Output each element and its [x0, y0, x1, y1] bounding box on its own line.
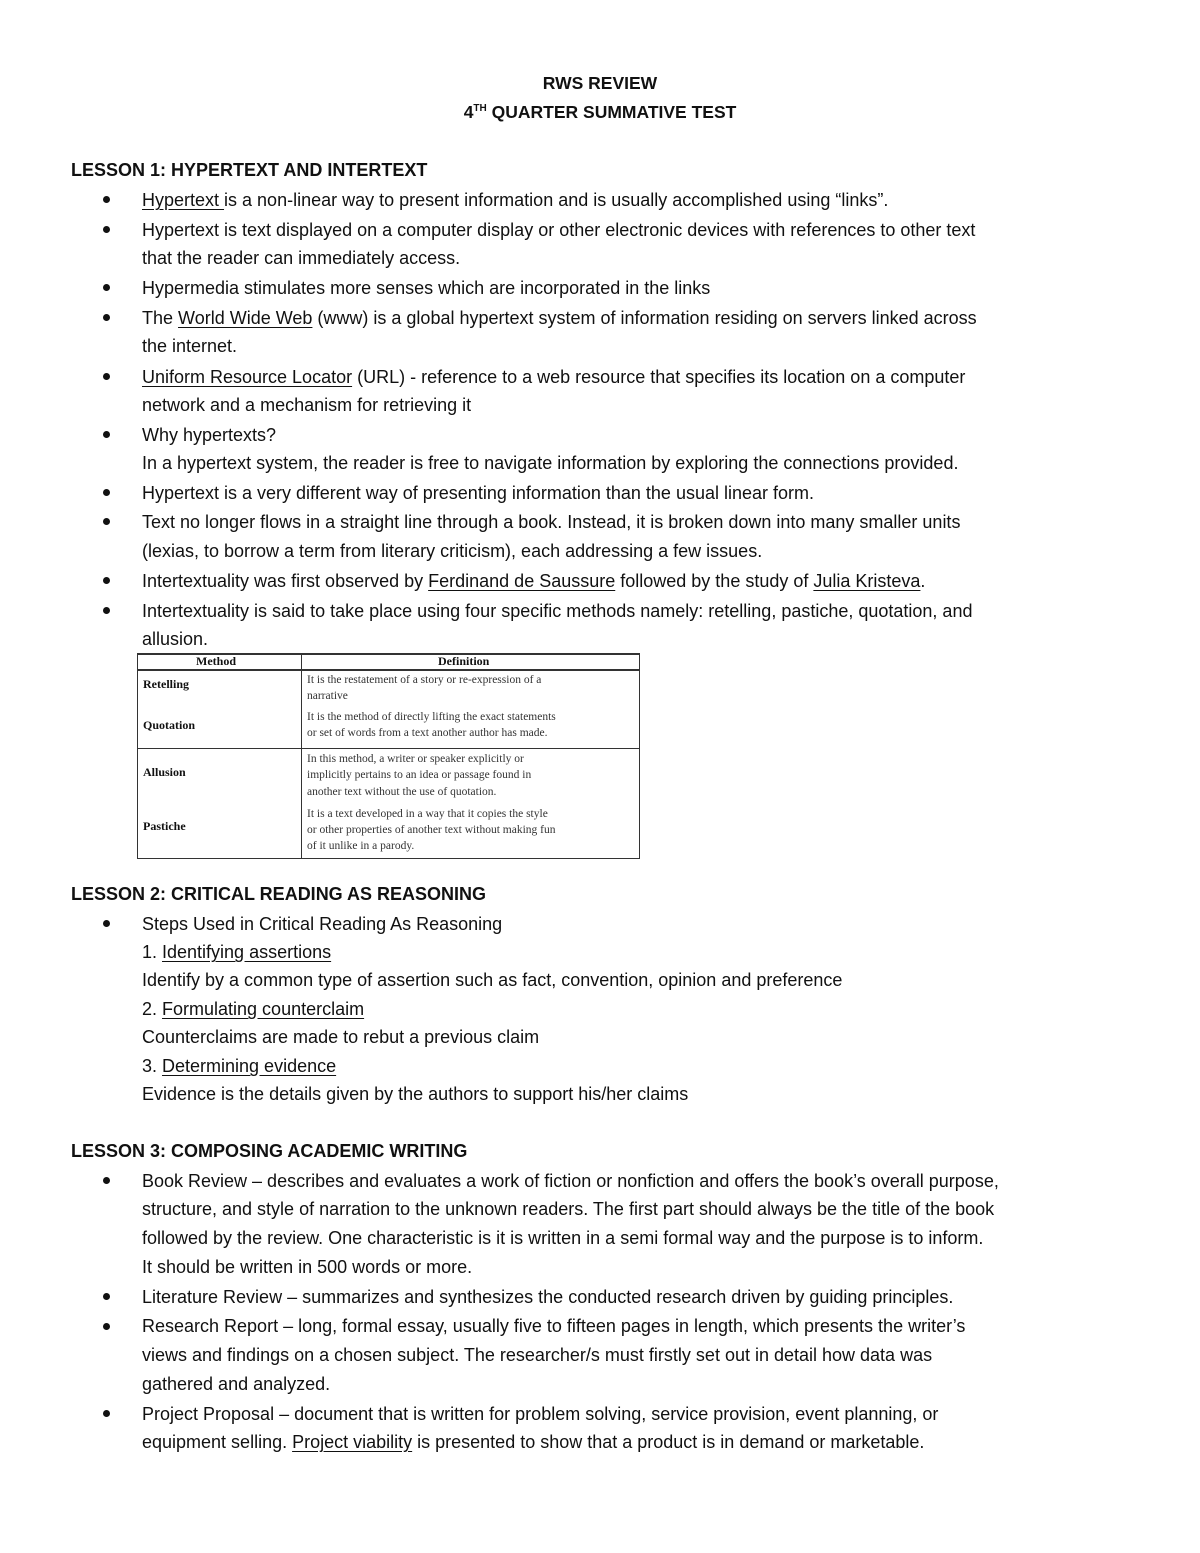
lesson1-item-6-line2: In a hypertext system, the reader is free to navigate information by exploring the connections provided. [142, 453, 959, 473]
pastiche-definition-line2: or other properties of another text without making fun [307, 824, 556, 836]
item-text: (URL) - reference to a web resource that specifies its location on a computer [352, 367, 966, 387]
subtitle-number: 4 [463, 102, 474, 122]
lesson1-item-2-line1: Hypertext is text displayed on a computer display or other electronic devices with references to other text [142, 220, 976, 240]
item-text: is presented to show that a product is in demand or marketable. [412, 1432, 925, 1452]
lesson3-heading: LESSON 3: COMPOSING ACADEMIC WRITING [71, 1141, 468, 1161]
lesson2-heading: LESSON 2: CRITICAL READING AS REASONING [71, 884, 487, 904]
lesson1-item-6-line1: Why hypertexts? [142, 425, 277, 445]
lesson3-item-1-line2: structure, and style of narration to the unknown readers. The first part should always be the title of the book [142, 1199, 995, 1219]
bullet-icon [103, 284, 113, 294]
kristeva-term: Julia Kristeva [813, 571, 921, 591]
url-term: Uniform Resource Locator [142, 367, 353, 387]
bullet-icon [103, 314, 113, 324]
bullet-icon [103, 226, 113, 236]
retelling-definition-line2: narrative [307, 690, 348, 702]
document-title: RWS REVIEW [542, 73, 658, 93]
bullet-icon [103, 1177, 113, 1187]
lesson3-item-1-line4: It should be written in 500 words or more. [142, 1257, 473, 1277]
item-text: is a non-linear way to present information and is usually accomplished using “links”. [224, 190, 889, 210]
allusion-definition-line1: In this method, a writer or speaker explicitly or [307, 753, 524, 765]
method-pastiche: Pastiche [143, 819, 186, 833]
step-number: 1. [142, 942, 163, 962]
allusion-definition-line2: implicitly pertains to an idea or passage found in [307, 769, 532, 781]
item-text: followed by the study of [615, 571, 814, 591]
table-header-method: Method [196, 654, 236, 668]
quotation-definition-line1: It is the method of directly lifting the exact statements [307, 711, 556, 723]
bullet-icon [103, 1323, 113, 1333]
hypertext-term: Hypertext [142, 190, 225, 210]
lesson1-item-1 [142, 189, 888, 211]
subtitle-superscript: TH [473, 103, 487, 114]
lesson1-item-8-line1: Text no longer flows in a straight line through a book. Instead, it is broken down into many smaller units [142, 512, 961, 532]
method-quotation: Quotation [143, 718, 196, 732]
bullet-icon [103, 431, 113, 441]
document-subtitle [0, 102, 1200, 123]
step-2-description: Counterclaims are made to rebut a previous claim [142, 1027, 540, 1047]
world-wide-web-term: World Wide Web [178, 308, 313, 328]
allusion-definition-line3: another text without the use of quotation. [307, 786, 497, 798]
item-text: . [920, 571, 926, 591]
lesson3-item-1-line1: Book Review – describes and evaluates a work of fiction or nonfiction and offers the book’s overall purpose, [142, 1171, 999, 1191]
lesson1-item-2-line2: that the reader can immediately access. [142, 248, 461, 268]
lesson1-item-4-line2: the internet. [142, 336, 238, 356]
step-2-title [142, 998, 364, 1020]
table-header-definition: Definition [438, 654, 490, 668]
lesson1-item-8-line2: (lexias, to borrow a term from literary criticism), each addressing a few issues. [142, 541, 763, 561]
bullet-icon [103, 518, 113, 528]
step-number: 3. [142, 1056, 163, 1076]
item-text: Intertextuality was first observed by [142, 571, 429, 591]
table-header-rule [138, 669, 639, 671]
item-text: (www) is a global hypertext system of information residing on servers linked across [312, 308, 977, 328]
bullet-icon [103, 196, 113, 206]
lesson1-item-9 [142, 570, 925, 592]
subtitle-text: QUARTER SUMMATIVE TEST [486, 102, 737, 122]
step-3-description: Evidence is the details given by the authors to support his/her claims [142, 1084, 689, 1104]
table-row-rule [138, 748, 639, 749]
step-1-description: Identify by a common type of assertion such as fact, convention, opinion and preference [142, 970, 843, 990]
step-2-term: Formulating counterclaim [162, 999, 365, 1019]
lesson2-item-1: Steps Used in Critical Reading As Reasoning [142, 914, 503, 934]
saussure-term: Ferdinand de Saussure [428, 571, 616, 591]
project-viability-term: Project viability [292, 1432, 413, 1452]
lesson3-item-3-line3: gathered and analyzed. [142, 1374, 331, 1394]
lesson1-item-10-line1: Intertextuality is said to take place using four specific methods namely: retelling, pastiche, quotation, and [142, 601, 973, 621]
lesson3-item-3-line1: Research Report – long, formal essay, usually five to fifteen pages in length, which presents the writer’s [142, 1316, 966, 1336]
step-number: 2. [142, 999, 163, 1019]
retelling-definition-line1: It is the restatement of a story or re-expression of a [307, 674, 542, 686]
lesson1-item-7: Hypertext is a very different way of presenting information than the usual linear form. [142, 483, 815, 503]
bullet-icon [103, 489, 113, 499]
lesson1-item-4-line1 [142, 307, 977, 329]
lesson3-item-2: Literature Review – summarizes and synthesizes the conducted research driven by guiding principles. [142, 1287, 954, 1307]
bullet-icon [103, 920, 113, 930]
item-text: The [142, 308, 179, 328]
bullet-icon [103, 373, 113, 383]
lesson3-item-4-line2 [142, 1431, 924, 1453]
step-1-title [142, 941, 331, 963]
lesson3-item-3-line2: views and findings on a chosen subject. The researcher/s must firstly set out in detail how data was [142, 1345, 933, 1365]
bullet-icon [103, 1410, 113, 1420]
quotation-definition-line2: or set of words from a text another author has made. [307, 727, 548, 739]
bullet-icon [103, 577, 113, 587]
table-column-divider [301, 655, 302, 859]
bullet-icon [103, 607, 113, 617]
lesson3-item-4-line1: Project Proposal – document that is written for problem solving, service provision, event planning, or [142, 1404, 939, 1424]
lesson1-item-3: Hypermedia stimulates more senses which are incorporated in the links [142, 278, 711, 298]
lesson1-heading: LESSON 1: HYPERTEXT AND INTERTEXT [71, 160, 428, 180]
pastiche-definition-line1: It is a text developed in a way that it copies the style [307, 808, 548, 820]
lesson1-item-5-line2: network and a mechanism for retrieving it [142, 395, 472, 415]
lesson3-item-1-line3: followed by the review. One characteristic is it is written in a semi formal way and the purpose is to inform. [142, 1228, 984, 1248]
step-3-title [142, 1055, 336, 1077]
step-1-term: Identifying assertions [162, 942, 332, 962]
pastiche-definition-line3: of it unlike in a parody. [307, 840, 415, 852]
method-retelling: Retelling [143, 677, 189, 691]
step-3-term: Determining evidence [162, 1056, 337, 1076]
method-allusion: Allusion [143, 765, 186, 779]
lesson1-item-10-line2: allusion. [142, 629, 209, 649]
bullet-icon [103, 1293, 113, 1303]
item-text: equipment selling. [142, 1432, 293, 1452]
lesson1-item-5-line1 [142, 366, 965, 388]
